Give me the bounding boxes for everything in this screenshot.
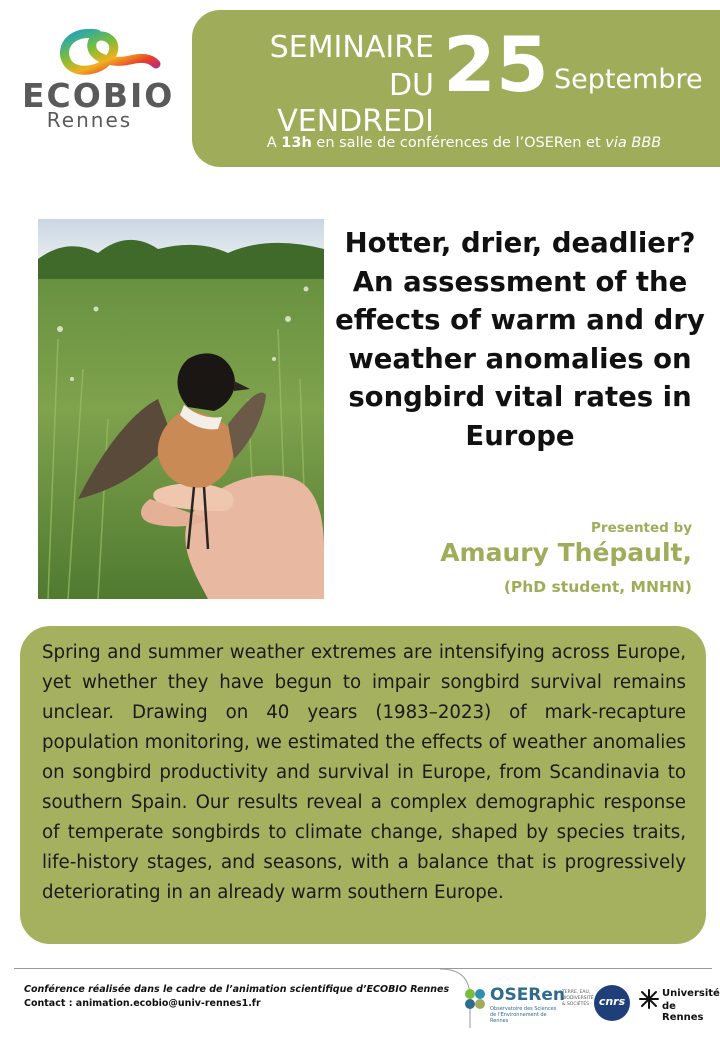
universite-rennes-logo-icon [638, 988, 660, 1010]
oseren-tagline: TERRE, EAU, BIODIVERSITÉ & SOCIÉTÉS [562, 990, 594, 1007]
logo-wordmark: ECOBIO [22, 76, 175, 115]
footer-divider [14, 968, 712, 969]
venue-line [214, 135, 714, 151]
logo-city: Rennes [46, 108, 133, 132]
universite-label-line2: de Rennes [662, 1001, 704, 1023]
seminar-label-line1: SEMINAIRE [269, 30, 434, 65]
oseren-wordmark: OSERen [490, 985, 566, 1005]
presented-by-label: Presented by [591, 520, 692, 536]
talk-title: Hotter, drier, deadlier? An assessment of the effects of warm and dry weather anomalies on songbird vital rates in Europe [335, 227, 705, 452]
seminar-month: Septembre [554, 64, 703, 95]
venue-prefix: A [266, 135, 282, 151]
venue-via: via BBB [605, 135, 662, 151]
oseren-subtitle: Observatoire des Sciences de l'Environnement de Rennes [490, 1006, 557, 1024]
seminar-label-line2: DU VENDREDI [277, 68, 434, 139]
cnrs-wordmark: cnrs [598, 995, 626, 1008]
stonechat-photo-icon [38, 219, 324, 599]
footer-contact[interactable]: Contact : animation.ecobio@univ-rennes1.fr [24, 998, 261, 1009]
abstract-text: Spring and summer weather extremes are intensifying across Europe, yet whether they have begun to impair songbird survival remains unclear. Drawing on 40 years (1983–2023) of mark-recapture population monitoring, we estimated the effects of weather anomalies on songbird productivity and survival in Europe, from Scandinavia to southern Spain. Our results reveal a complex demographic response of temperate songbirds to climate change, shaped by species traits, life-history stages, and seasons, with a balance that is progressively deteriorating in an already warm southern Europe. [42, 642, 686, 903]
oseren-logo-icon [462, 986, 488, 1012]
presenter-affiliation: (PhD student, MNHN) [503, 578, 692, 596]
presenter-name: Amaury Thépault, [440, 538, 692, 567]
seminar-day: 25 [443, 20, 549, 109]
universite-label-line1: Université [662, 988, 720, 999]
venue-time: 13h [281, 135, 312, 151]
venue-middle: en salle de conférences de l’OSERen et [311, 135, 606, 151]
footer-credit: Conférence réalisée dans le cadre de l’animation scientifique d’ECOBIO Rennes [24, 984, 450, 995]
